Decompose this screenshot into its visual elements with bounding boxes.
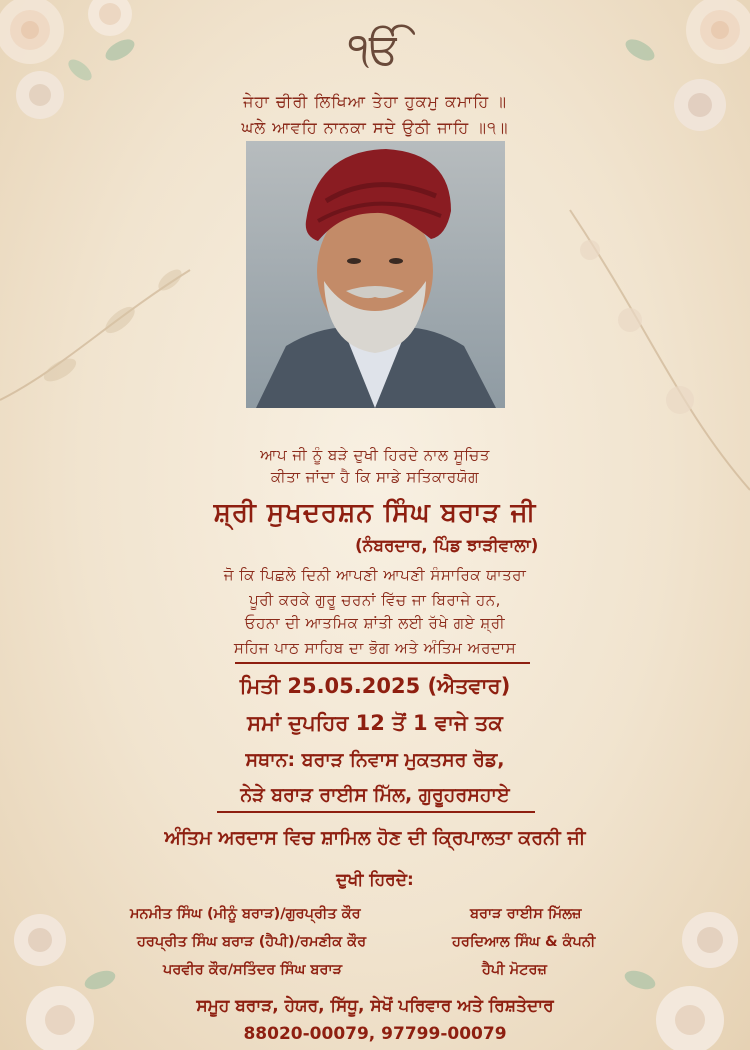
branch-decoration-left: [0, 150, 200, 450]
family-left-1: ਮਨਮੀਤ ਸਿੰਘ (ਮੀਨੂੰ ਬਰਾੜ)/ਗੁਰਪ੍ਰੀਤ ਕੌਰ: [130, 906, 361, 922]
grieving-label: ਦੁਖੀ ਹਿਰਦੇ:: [336, 870, 414, 890]
event-place-line-1: ਸਥਾਨ: ਬਰਾੜ ਨਿਵਾਸ ਮੁਕਤਸਰ ਰੋਡ,: [245, 749, 505, 771]
gurbani-quote-line-1: ਜੇਹਾ ਚੀਰੀ ਲਿਖਿਆ ਤੇਹਾ ਹੁਕਮੁ ਕਮਾਹਿ ॥: [242, 92, 508, 111]
place-underline: [217, 811, 535, 813]
portrait-photo: [246, 141, 505, 408]
intro-line-2: ਕੀਤਾ ਜਾਂਦਾ ਹੈ ਕਿ ਸਾਡੇ ਸਤਿਕਾਰਯੋਗ: [270, 468, 480, 486]
message-line-4: ਸਹਿਜ ਪਾਠ ਸਾਹਿਬ ਦਾ ਭੋਗ ਅਤੇ ਅੰਤਿਮ ਅਰਦਾਸ: [233, 639, 517, 657]
event-date: ਮਿਤੀ 25.05.2025 (ਐਤਵਾਰ): [239, 674, 511, 698]
family-left-2: ਹਰਪ੍ਰੀਤ ਸਿੰਘ ਬਰਾੜ (ਹੈਪੀ)/ਰਮਣੀਕ ਕੌਰ: [137, 934, 367, 950]
footer-families: ਸਮੂਹ ਬਰਾੜ, ਹੇਯਰ, ਸਿੱਧੂ, ਸੇਖੋਂ ਪਰਿਵਾਰ ਅਤੇ ਰਿਸ਼ਤੇਦਾਰ: [196, 996, 554, 1016]
family-left-3: ਪਰਵੀਰ ਕੌਰ/ਸਤਿੰਦਰ ਸਿੰਘ ਬਰਾੜ: [163, 962, 343, 978]
gurbani-quote-line-2: ਘਲੇ ਆਵਹਿ ਨਾਨਕਾ ਸਦੇ ਉਠੀ ਜਾਹਿ ॥੧॥: [241, 118, 509, 137]
family-right-1: ਬਰਾੜ ਰਾਈਸ ਮਿੱਲਜ਼: [470, 906, 582, 922]
intro-line-1: ਆਪ ਜੀ ਨੂੰ ਬੜੇ ਦੁਖੀ ਹਿਰਦੇ ਨਾਲ ਸੂਚਿਤ: [260, 446, 490, 464]
underline-divider: [235, 662, 530, 664]
family-right-3: ਹੈਪੀ ਮੋਟਰਜ਼: [482, 962, 547, 978]
message-line-2: ਪੂਰੀ ਕਰਕੇ ਗੁਰੂ ਚਰਨਾਂ ਵਿੱਚ ਜਾ ਬਿਰਾਜੇ ਹਨ,: [249, 591, 501, 609]
contact-phones: 88020-00079, 97799-00079: [243, 1024, 507, 1044]
deceased-title: (ਨੰਬਰਦਾਰ, ਪਿੰਡ ਝਾੜੀਵਾਲਾ): [355, 536, 539, 556]
floral-decoration-bottom-left: [0, 870, 150, 1050]
event-time: ਸਮਾਂ ਦੁਪਹਿਰ 12 ਤੋਂ 1 ਵਾਜੇ ਤਕ: [247, 711, 503, 735]
event-place-line-2: ਨੇੜੇ ਬਰਾੜ ਰਾਈਸ ਮਿੱਲ, ਗੁਰੂਹਰਸਹਾਏ: [240, 784, 510, 806]
floral-decoration-bottom-right: [600, 870, 750, 1050]
message-line-3: ਓਹਨਾ ਦੀ ਆਤਮਿਕ ਸ਼ਾਂਤੀ ਲਈ ਰੱਖੇ ਗਏ ਸ਼੍ਰੀ: [244, 614, 506, 632]
ik-onkar-symbol: ੴ: [348, 24, 402, 75]
invitation-text: ਅੰਤਿਮ ਅਰਦਾਸ ਵਿਚ ਸ਼ਾਮਿਲ ਹੋਣ ਦੀ ਕ੍ਰਿਪਾਲਤਾ ਕਰਨੀ ਜੀ: [164, 827, 586, 849]
message-line-1: ਜੋ ਕਿ ਪਿਛਲੇ ਦਿਨੀ ਆਪਣੀ ਆਪਣੀ ਸੰਸਾਰਿਕ ਯਾਤਰਾ: [223, 566, 527, 584]
family-right-2: ਹਰਦਿਆਲ ਸਿੰਘ & ਕੰਪਨੀ: [452, 934, 596, 950]
deceased-name: ਸ਼੍ਰੀ ਸੁਖਦਰਸ਼ਨ ਸਿੰਘ ਬਰਾੜ ਜੀ: [213, 498, 537, 528]
